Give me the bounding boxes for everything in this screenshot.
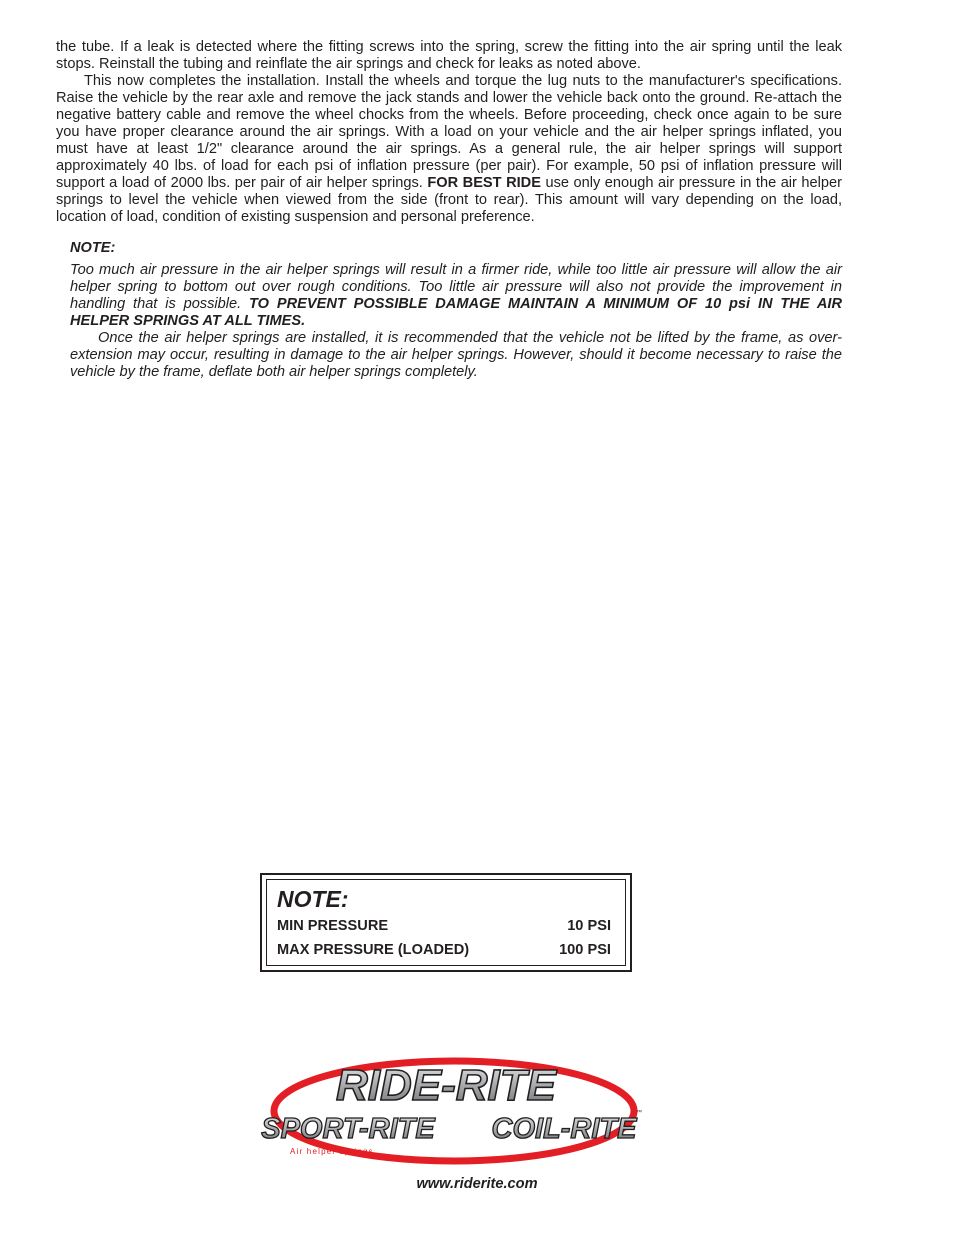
note-paragraph-lifting: Once the air helper springs are installed, it is recommended that the vehicle not be lifted by the frame, as over-extension may occur, resulting in damage to the air helper springs. However, should it become necessary to raise the vehicle by the frame, deflate both air helper springs completely. bbox=[70, 330, 842, 380]
logo-coil-rite-text: COIL-RITE bbox=[491, 1113, 637, 1145]
website-url: www.riderite.com bbox=[416, 1176, 538, 1192]
note-paragraph-pressure bbox=[70, 262, 842, 330]
paragraph-completion bbox=[56, 73, 842, 226]
body-text bbox=[56, 39, 842, 226]
max-pressure-row bbox=[277, 942, 611, 958]
logo-sport-rite-text: SPORT-RITE bbox=[261, 1113, 435, 1145]
best-ride-emphasis: FOR BEST RIDE bbox=[427, 175, 541, 191]
logo-ride-rite-text: RIDE-RITE bbox=[336, 1061, 556, 1110]
min-pressure-value: 10 PSI bbox=[567, 918, 611, 934]
ride-rite-logo bbox=[254, 1048, 644, 1173]
max-pressure-value: 100 PSI bbox=[559, 942, 611, 958]
max-pressure-label: MAX PRESSURE (LOADED) bbox=[277, 942, 470, 958]
completion-text-b: use only enough air pressure in the air helper springs to level the vehicle when viewed from the side (front to rear). This amount will vary depending on the load, location of load, condition of existing suspension and personal preference. bbox=[56, 175, 842, 225]
logo-trademark: ™ bbox=[636, 1110, 642, 1116]
completion-text-a: This now completes the installation. Install the wheels and torque the lug nuts to the manufacturer's specifications. Raise the vehicle by the rear axle and remove the jack stands and lower the vehicle back onto the ground. Re-attach the negative battery cable and remove the wheel chocks from the wheels. Before proceeding, check once again to be sure you have proper clearance around the air springs. With a load on your vehicle and the air helper springs inflated, you must have at least 1/2" clearance around the air springs. As a general rule, the air helper springs will support approximately 40 lbs. of load for each psi of inflation pressure (per pair). For example, 50 psi of inflation pressure will support a load of 2000 lbs. per pair of air helper springs. bbox=[56, 73, 842, 191]
min-pressure-row bbox=[277, 918, 611, 934]
logo-tagline: Air helper springs bbox=[290, 1147, 374, 1156]
min-pressure-label: MIN PRESSURE bbox=[277, 918, 389, 934]
pressure-note-title: NOTE: bbox=[277, 886, 349, 912]
pressure-note-inner-border bbox=[266, 879, 626, 966]
note-heading: NOTE: bbox=[70, 240, 116, 256]
paragraph-leak-check: the tube. If a leak is detected where the fitting screws into the spring, screw the fitting into the air spring until the leak stops. Reinstall the tubing and reinflate the air springs and check for leaks as noted above. bbox=[56, 39, 842, 72]
pressure-note-box bbox=[260, 873, 632, 972]
note-section bbox=[70, 240, 842, 381]
note-warning: TO PREVENT POSSIBLE DAMAGE MAINTAIN A MINIMUM OF 10 psi IN THE AIR HELPER SPRINGS AT ALL TIMES. bbox=[70, 296, 842, 329]
note-text-a: Too much air pressure in the air helper springs will result in a firmer ride, while too little air pressure will allow the air helper spring to bottom out over rough conditions. Too little air pressure will also not provide the improvement in handling that is possible. bbox=[70, 262, 842, 312]
